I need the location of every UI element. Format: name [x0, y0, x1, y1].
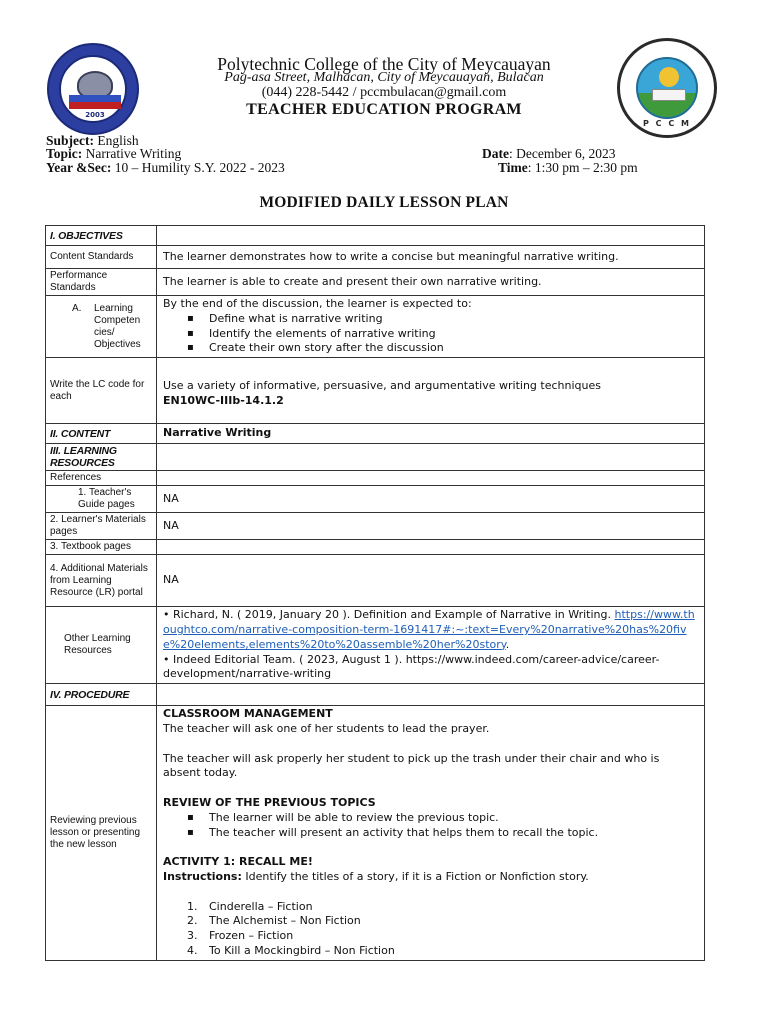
lc-code: EN10WC-IIIb-14.1.2	[163, 394, 284, 408]
activity-heading: ACTIVITY 1: RECALL ME!	[163, 855, 313, 869]
item-text: To Kill a Mockingbird – Non Fiction	[209, 943, 395, 957]
empty-cell	[157, 226, 705, 246]
school-address: Pag-asa Street, Malhacan, City of Meycauayan, Bulacan	[224, 70, 544, 85]
list-item: ▪ Create their own story after the discussion	[187, 341, 698, 356]
list-item	[187, 929, 698, 944]
list-item	[187, 914, 698, 929]
learning-resources-heading: III. LEARNING RESOURCES	[46, 444, 157, 471]
table-row	[46, 684, 705, 706]
document-header	[0, 36, 768, 126]
teachers-guide-label	[46, 486, 157, 513]
subject-value: English	[97, 133, 139, 148]
list-item	[187, 900, 698, 915]
year-value: 10 – Humility S.Y. 2022 - 2023	[114, 160, 285, 175]
item-text: Frozen – Fiction	[209, 929, 294, 943]
table-row	[46, 513, 705, 540]
objectives-heading: I. OBJECTIVES	[46, 226, 157, 246]
logo-letters: P C C M	[643, 119, 691, 128]
learning-competencies-value	[157, 296, 705, 358]
item-number: 3.	[187, 929, 198, 943]
time-value: : 1:30 pm – 2:30 pm	[527, 160, 638, 175]
reference-1-text: • Richard, N. ( 2019, January 20 ). Definition and Example of Narrative in Writing.	[163, 608, 612, 622]
lc-intro: By the end of the discussion, the learner is expected to:	[163, 297, 472, 310]
cm-line-2: The teacher will ask properly her student to pick up the trash under their chair and who is absent today.	[163, 751, 660, 780]
table-row	[46, 358, 705, 424]
subject-label: Subject:	[46, 133, 94, 148]
item-text: Cinderella – Fiction	[209, 899, 313, 913]
cm-line-1: The teacher will ask one of her students to lead the prayer.	[163, 721, 490, 735]
list-item: ▪ Identify the elements of narrative writing	[187, 327, 698, 342]
references-label: References	[46, 471, 157, 486]
lesson-plan-table	[45, 225, 705, 961]
table-row	[46, 471, 705, 486]
reference-1-end: .	[505, 637, 510, 651]
review-heading: REVIEW OF THE PREVIOUS TOPICS	[163, 795, 376, 809]
table-row	[46, 226, 705, 246]
table-row	[46, 296, 705, 358]
teachers-guide-text: 1. Teacher's Guide pages	[78, 487, 135, 511]
lc-code-text: Use a variety of informative, persuasive, and argumentative writing techniques	[163, 379, 601, 393]
empty-cell	[157, 684, 705, 706]
teacher-education-program-logo	[617, 38, 717, 138]
activity-list	[187, 900, 698, 959]
activity-instructions	[163, 870, 698, 885]
table-row	[46, 540, 705, 555]
item-number: 1.	[187, 899, 198, 913]
date-value: : December 6, 2023	[509, 146, 616, 161]
date-label: Date	[482, 146, 509, 161]
table-row	[46, 555, 705, 607]
content-standards-value: The learner demonstrates how to write a concise but meaningful narrative writing.	[157, 246, 705, 269]
lc-list	[187, 312, 698, 356]
textbook-pages-label: 3. Textbook pages	[46, 540, 157, 555]
document-title: MODIFIED DAILY LESSON PLAN	[259, 194, 509, 211]
learners-materials-label: 2. Learner's Materials pages	[46, 513, 157, 540]
lc-label-text: Learning Competen cies/ Objectives	[94, 302, 141, 350]
content-heading: II. CONTENT	[46, 424, 157, 444]
table-row	[46, 444, 705, 471]
other-resources-value	[157, 607, 705, 684]
reference-2: • Indeed Editorial Team. ( 2023, August 1 ). https://www.indeed.com/career-advice/career-development/narrative-writing	[163, 652, 660, 681]
college-seal-logo	[47, 43, 139, 135]
performance-standards-label: Performance Standards	[46, 269, 157, 296]
performance-standards-value: The learner is able to create and present their own narrative writing.	[157, 269, 705, 296]
table-row	[46, 706, 705, 961]
item-number: 4.	[187, 943, 198, 957]
year-section-line	[46, 160, 285, 176]
item-number: 2.	[187, 914, 198, 928]
school-contact: (044) 228-5442 / pccmbulacan@gmail.com	[261, 85, 507, 100]
list-item: ▪ Define what is narrative writing	[187, 312, 698, 327]
book-icon	[652, 89, 686, 101]
learning-competencies-label	[46, 296, 157, 358]
time-label: Time	[498, 160, 528, 175]
procedure-content	[157, 706, 705, 961]
procedure-heading: IV. PROCEDURE	[46, 684, 157, 706]
review-list	[187, 811, 698, 841]
school-name: Polytechnic College of the City of Meycauayan	[217, 54, 551, 74]
additional-materials-label: 4. Additional Materials from Learning Resource (LR) portal	[46, 555, 157, 607]
table-row	[46, 269, 705, 296]
empty-cell	[157, 471, 705, 486]
list-item: ▪ The learner will be able to review the previous topic.	[187, 811, 698, 826]
program-name: TEACHER EDUCATION PROGRAM	[246, 101, 522, 118]
empty-cell	[157, 444, 705, 471]
learners-materials-value: NA	[157, 513, 705, 540]
instructions-label: Instructions:	[163, 869, 242, 883]
seal-year: 2003	[85, 111, 105, 119]
empty-cell	[157, 540, 705, 555]
time-line	[498, 160, 638, 176]
content-value: Narrative Writing	[157, 424, 705, 444]
table-row	[46, 607, 705, 684]
review-label: Reviewing previous lesson or presenting the new lesson	[46, 706, 157, 961]
teachers-guide-value: NA	[157, 486, 705, 513]
topic-value: Narrative Writing	[85, 146, 182, 161]
reference-1-link[interactable]: https://www.thoughtco.com/narrative-composition-term-1691417#:~:text=Every%20narrative%20has%20five%20elements,elements%20to%20assemble%20her%20story	[163, 608, 695, 651]
content-standards-label: Content Standards	[46, 246, 157, 269]
instructions-text: Identify the titles of a story, if it is a Fiction or Nonfiction story.	[241, 869, 589, 883]
flag-emblem-icon	[69, 95, 121, 109]
table-row	[46, 424, 705, 444]
lc-code-value	[157, 358, 705, 424]
reference-1	[163, 608, 698, 652]
sun-icon	[659, 67, 679, 87]
year-label: Year &Sec:	[46, 160, 112, 175]
additional-materials-value: NA	[157, 555, 705, 607]
topic-label: Topic:	[46, 146, 83, 161]
item-text: The Alchemist – Non Fiction	[209, 914, 361, 928]
logo-inner-ring	[636, 57, 698, 119]
seal-inner-ring	[59, 55, 127, 123]
table-row	[46, 486, 705, 513]
lc-letter: A.	[72, 302, 82, 314]
lc-label-wrap	[50, 303, 152, 351]
list-item	[187, 944, 698, 959]
other-resources-label: Other Learning Resources	[46, 607, 157, 684]
table-row	[46, 246, 705, 269]
lc-code-label: Write the LC code for each	[46, 358, 157, 424]
classroom-management-heading: CLASSROOM MANAGEMENT	[163, 707, 333, 721]
list-item: ▪ The teacher will present an activity that helps them to recall the topic.	[187, 826, 698, 841]
